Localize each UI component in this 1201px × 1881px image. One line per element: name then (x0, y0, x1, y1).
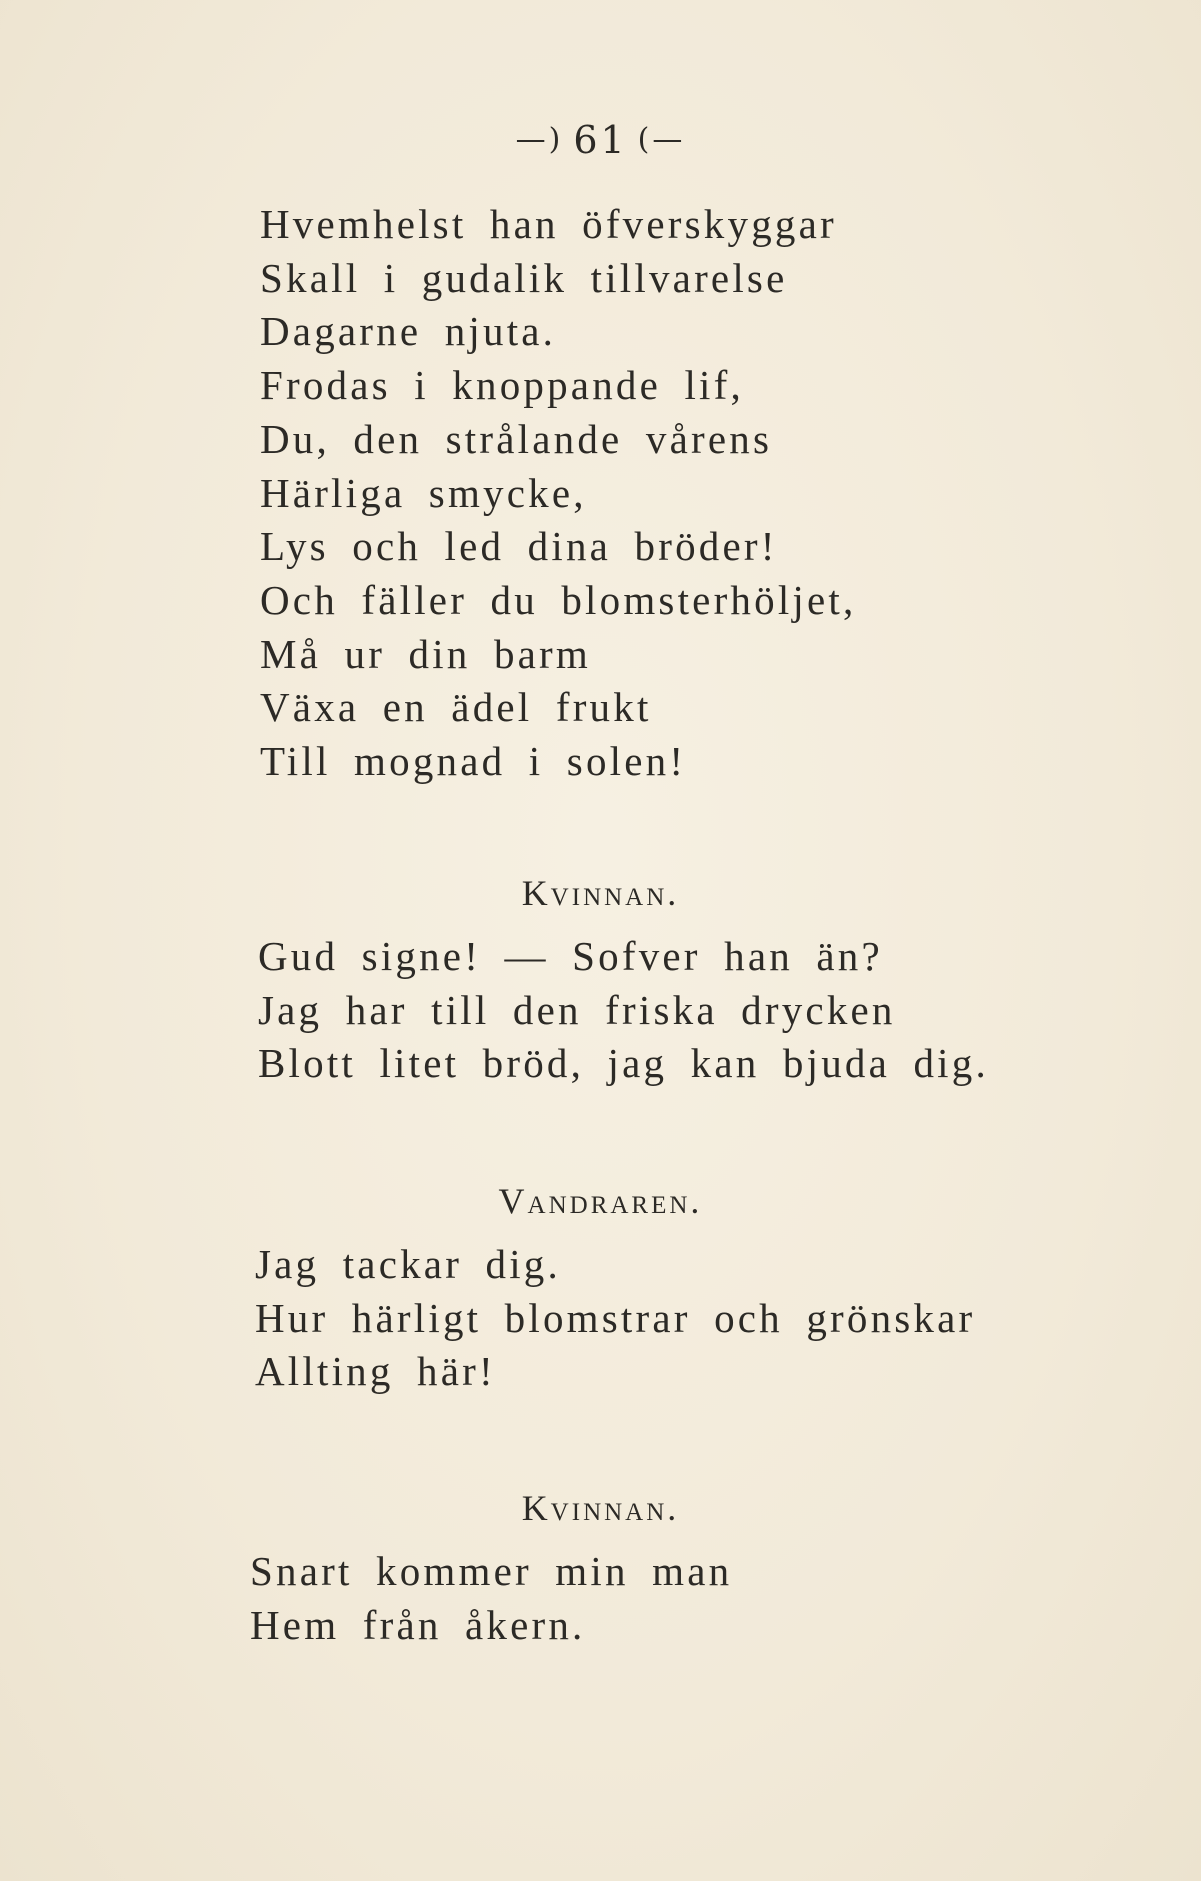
stanza-2 (258, 930, 989, 1091)
ornament-left: —) (515, 122, 564, 157)
verse-line: Växa en ädel frukt (260, 684, 652, 731)
verse-line: Lys och led dina bröder! (260, 523, 778, 570)
verse-line: Och fäller du blomsterhöljet, (260, 576, 857, 623)
page-header (0, 118, 1201, 162)
stanza-1 (260, 198, 856, 789)
verse-line: Skall i gudalik tillvarelse (260, 254, 788, 301)
speaker-heading (0, 1180, 1201, 1222)
verse-line: Snart kommer min man (250, 1548, 733, 1594)
verse-line: Till mognad i solen! (260, 738, 687, 785)
ornament-right: (— (637, 122, 686, 157)
verse-line: Blott litet bröd, jag kan bjuda dig. (258, 1040, 989, 1087)
speaker-name: Kvinnan. (521, 873, 680, 913)
speaker-heading (0, 1487, 1201, 1529)
stanza-3 (255, 1238, 975, 1399)
verse-line: Gud signe! — Sofver han än? (258, 933, 883, 979)
verse-line: Härliga smycke, (260, 469, 587, 516)
speaker-name: Kvinnan. (521, 1488, 680, 1528)
verse-line: Hur härligt blomstrar och grönskar (255, 1294, 976, 1341)
page-number: 61 (573, 118, 628, 162)
verse-line: Dagarne njuta. (260, 308, 557, 355)
verse-line: Hvemhelst han öfverskyggar (260, 201, 837, 247)
verse-line: Jag har till den friska drycken (258, 986, 896, 1033)
verse-line: Jag tackar dig. (255, 1241, 561, 1287)
speaker-heading (0, 872, 1201, 914)
stanza-4 (250, 1545, 732, 1652)
speaker-name: Vandraren. (498, 1181, 703, 1221)
verse-line: Hem från åkern. (250, 1601, 586, 1648)
verse-line: Du, den strålande vårens (260, 415, 773, 462)
verse-line: Frodas i knoppande lif, (260, 362, 744, 409)
verse-line: Må ur din barm (260, 630, 591, 677)
verse-line: Allting här! (255, 1348, 496, 1395)
